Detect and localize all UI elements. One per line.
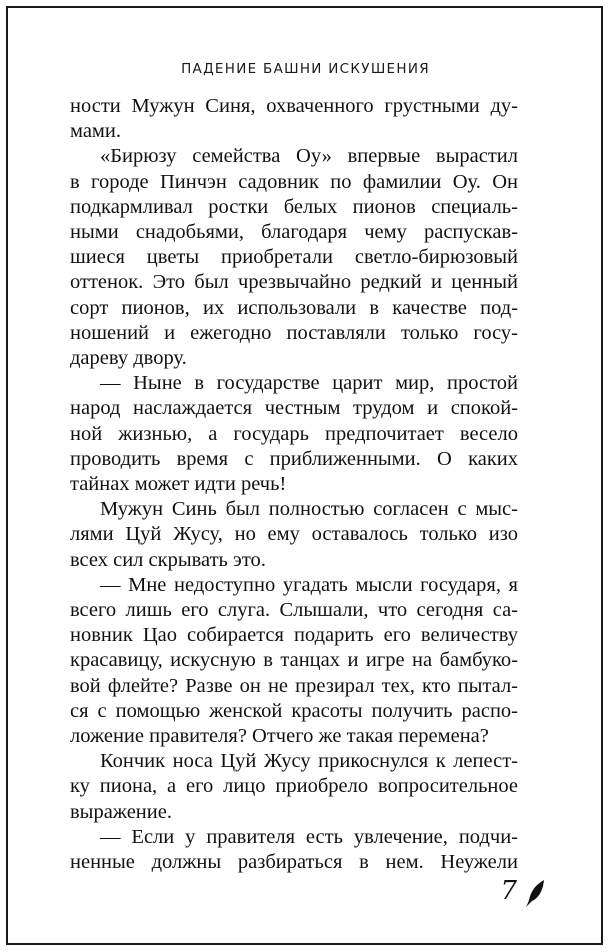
text-line: — Ныне в государстве царит мир, простой [100,372,518,395]
text-line: ной жизнью, а государь предпочитает весело [70,422,518,445]
text-line: Мужун Синь был полностью согласен с мыс- [100,498,518,521]
text-line: красавицу, искусную в танцах и игре на бамбуко- [70,649,518,672]
text-line: ложение правителя? Отчего же такая перемена? [70,725,489,748]
text-line: — Мне недоступно угадать мысли государя, я [100,573,518,596]
text-line: ности Мужун Синя, охваченного грустными ду- [70,95,518,117]
text-line: вой флейте? Разве он не презирал тех, кто пытал- [70,674,518,697]
body-text [70,94,518,875]
text-line: ненные должны разбираться в нем. Неужели [70,851,518,874]
text-line: проводить время с приближенными. О каких [70,447,518,470]
text-line: ся с помощью женской красоты получить распо- [70,699,518,722]
text-line: сорт пионов, их использовали в качестве под- [70,296,518,319]
paragraph-2 [70,144,518,371]
text-line: всех сил скрывать это. [70,548,266,571]
text-line: лями Цуй Жусу, но ему оставалось только изо [70,523,518,546]
paragraph-7 [70,825,518,875]
text-line: шиеся цветы приобретали светло-бирюзовый [70,246,518,269]
text-line: народ наслаждается честным трудом и спокой- [70,397,518,420]
paragraph-4 [70,497,518,573]
text-line: дареву двору. [70,347,187,370]
text-line: новник Цао собирается подарить его величеству [70,624,518,647]
text-line: ку пиона, а его лицо приобрело вопросительное [70,775,518,798]
feather-leaf-icon [525,878,547,908]
text-line: тайнах может идти речь! [70,473,287,496]
paragraph-3 [70,371,518,497]
text-line: в городе Пинчэн садовник по фамилии Оу. Он [70,170,518,193]
text-line: выражение. [70,800,172,823]
text-line: — Если у правителя есть увлечение, подчи- [100,825,518,848]
text-line: всего лишь его слуга. Слышали, что сегодня са- [70,599,518,622]
text-line: подкармливал ростки белых пионов специаль- [70,195,518,218]
paragraph-5 [70,573,518,749]
text-line: «Бирюзу семейства Оу» впервые вырастил [100,145,518,168]
text-line: ными снадобьями, благодаря чему распускав- [70,221,518,244]
text-line: Кончик носа Цуй Жусу прикоснулся к лепест- [100,750,518,773]
paragraph-1 [70,94,518,144]
text-line: оттенок. Это был чрезвычайно редкий и ценный [70,271,518,294]
text-line: мами. [70,120,121,143]
page-number: 7 [500,876,517,906]
paragraph-6 [70,749,518,825]
running-header: ПАДЕНИЕ БАШНИ ИСКУШЕНИЯ [181,61,430,77]
text-line: ношений и ежегодно поставляли только госу- [70,321,518,344]
